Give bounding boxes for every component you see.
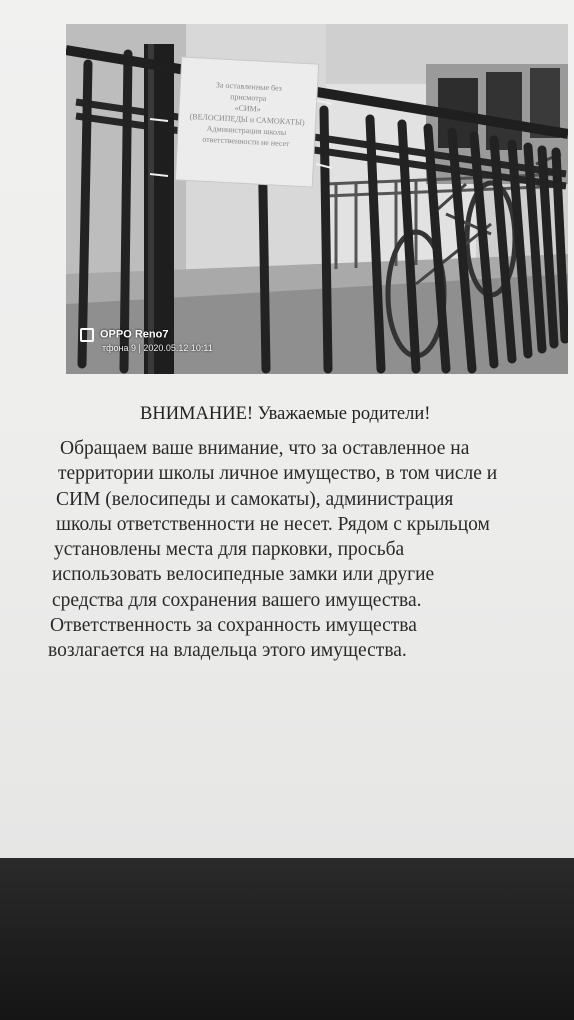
notice-line: Обращаем ваше внимание, что за оставленное на [60,438,470,459]
sign-line: За оставленные без [215,80,283,93]
notice-line: территории школы личное имущество, в том числе и [58,463,498,485]
notice-line: школы ответственности не несет. Рядом с крыльцом [56,513,490,535]
sign-line: ответственности не несет [202,134,290,149]
watermark-brand: OPPO Reno7 [100,328,169,341]
sign-line: (ВЕЛОСИПЕДЫ и САМОКАТЫ) [189,111,305,128]
fence-photo [66,24,568,374]
notice-line: использовать велосипедные замки или другие [52,564,435,586]
sign-line: присмотра [229,92,267,103]
notice-line: СИМ (велосипеды и самокаты), администрация [56,488,454,510]
notice-heading: ВНИМАНИЕ! Уважаемые родители! [140,404,431,424]
notice-body [48,436,564,664]
fence-sign [176,58,318,187]
notice-line: средства для сохранения вашего имущества. [52,589,422,611]
sign-line: Администрация школы [206,123,287,138]
dark-background [0,858,574,1020]
notice-line: установлены места для парковки, просьба [54,539,405,561]
watermark-info: тфона 9 | 2020.05.12 10:11 [102,343,213,353]
camera-logo-icon [80,328,94,342]
notice-line: Ответственность за сохранность имущества [50,615,417,637]
sign-line: «СИМ» [234,103,262,114]
notice-line: возлагается на владельца этого имущества. [48,640,407,662]
camera-watermark [80,328,213,355]
